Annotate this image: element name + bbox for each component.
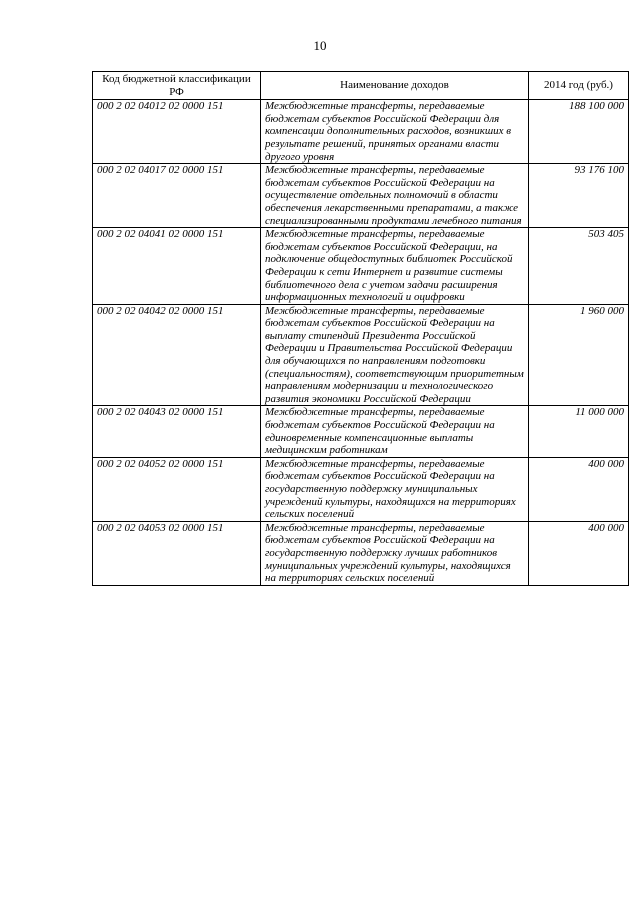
amount-cell: 93 176 100 [529,164,629,228]
table-row [93,406,629,457]
table-row [93,164,629,228]
amount-cell: 503 405 [529,228,629,305]
budget-revenue-table [92,71,629,586]
page-number: 10 [313,38,327,53]
budget-code-cell: 000 2 02 04017 02 0000 151 [93,164,261,228]
budget-code-cell: 000 2 02 04042 02 0000 151 [93,304,261,406]
amount-cell: 188 100 000 [529,100,629,164]
budget-code-cell: 000 2 02 04052 02 0000 151 [93,457,261,521]
header-amount: 2014 год (руб.) [529,72,629,100]
header-code: Код бюджетной классификации РФ [93,72,261,100]
amount-cell: 400 000 [529,457,629,521]
budget-code-cell: 000 2 02 04043 02 0000 151 [93,406,261,457]
amount-cell: 400 000 [529,521,629,585]
table-row [93,304,629,406]
table-row [93,228,629,305]
revenue-name-cell: Межбюджетные трансферты, передаваемые бюджетам субъектов Российской Федерации для компенсации дополнительных расходов, возникших в результате решений, принятых органами власти другого уровня [261,100,529,164]
table-row [93,100,629,164]
budget-code-cell: 000 2 02 04053 02 0000 151 [93,521,261,585]
amount-cell: 1 960 000 [529,304,629,406]
header-name: Наименование доходов [261,72,529,100]
amount-cell: 11 000 000 [529,406,629,457]
table-header [93,72,629,100]
revenue-name-cell: Межбюджетные трансферты, передаваемые бюджетам субъектов Российской Федерации на единовременные компенсационные выплаты медицинским работникам [261,406,529,457]
table-row [93,457,629,521]
revenue-name-cell: Межбюджетные трансферты, передаваемые бюджетам субъектов Российской Федерации на государственную поддержку муниципальных учреждений культуры, находящихся на территориях сельских поселений [261,457,529,521]
revenue-name-cell: Межбюджетные трансферты, передаваемые бюджетам субъектов Российской Федерации на выплату стипендий Президента Российской Федерации и Правительства Российской Федерации для обучающихся по направлениям подготовки (специальностям), соответствующим приоритетным направлениям модернизации и технологического развития экономики Российской Федерации [261,304,529,406]
header-row [93,72,629,100]
table-row [93,521,629,585]
budget-code-cell: 000 2 02 04012 02 0000 151 [93,100,261,164]
revenue-name-cell: Межбюджетные трансферты, передаваемые бюджетам субъектов Российской Федерации на осуществление отдельных полномочий в области обеспечения лекарственными препаратами, а также специализированными продуктами лечебного питания [261,164,529,228]
revenue-name-cell: Межбюджетные трансферты, передаваемые бюджетам субъектов Российской Федерации на государственную поддержку лучших работников муниципальных учреждений культуры, находящихся на территориях сельских поселений [261,521,529,585]
table-body [93,100,629,586]
budget-code-cell: 000 2 02 04041 02 0000 151 [93,228,261,305]
revenue-name-cell: Межбюджетные трансферты, передаваемые бюджетам субъектов Российской Федерации, на подключение общедоступных библиотек Российской Федерации к сети Интернет и развитие системы библиотечного дела с учетом задачи расширения информационных технологий и оцифровки [261,228,529,305]
